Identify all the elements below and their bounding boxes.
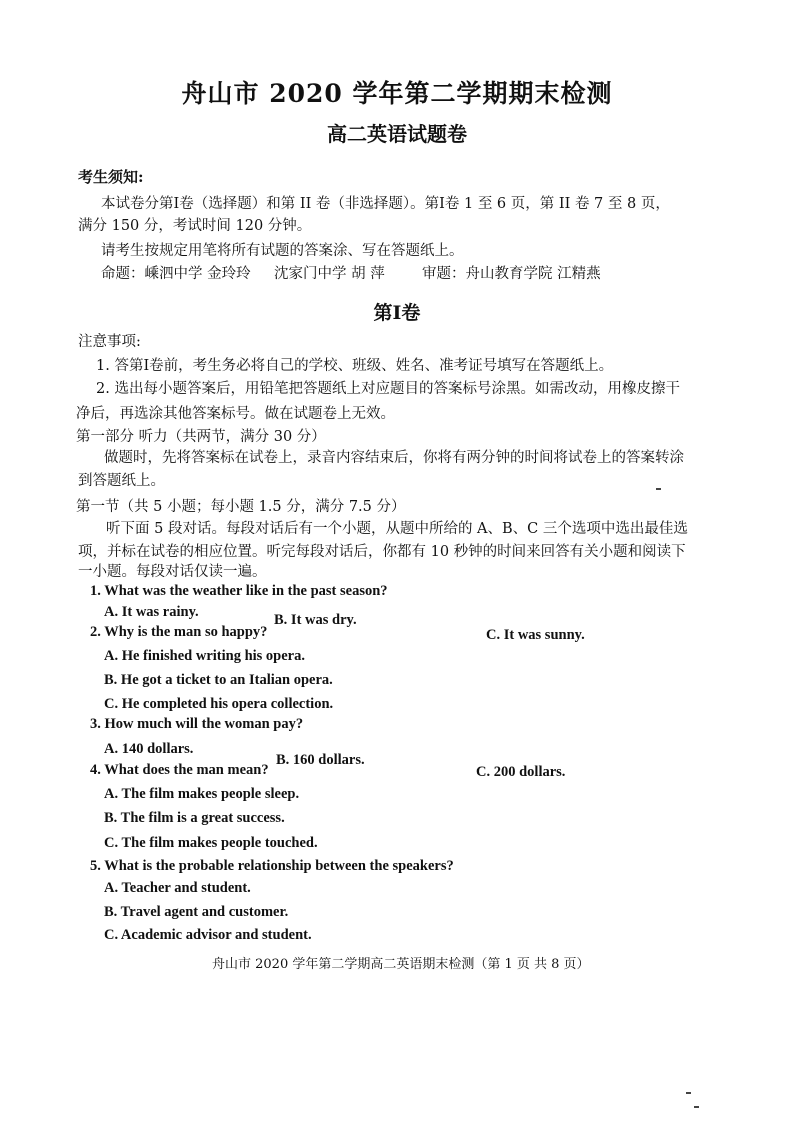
part1-instruction: 做题时，先将答案标在试卷上，录音内容结束后，你将有两分钟的时间将试卷上的答案转涂	[104, 450, 684, 466]
notice-reviewer: 审题：舟山教育学院 江精燕	[422, 266, 601, 282]
question-stem: 1. What was the weather like in the past season?	[90, 583, 388, 599]
attention-heading: 注意事项:	[78, 334, 141, 350]
section1-instruction: 一小题。每段对话仅读一遍。	[78, 564, 267, 580]
question-option: B. He got a ticket to an Italian opera.	[104, 672, 333, 688]
scan-speck	[656, 488, 661, 490]
question-option: A. He finished writing his opera.	[104, 648, 305, 664]
question-stem: 3. How much will the woman pay?	[90, 716, 304, 732]
volume-title: 第Ⅰ卷	[373, 302, 421, 324]
question-stem: 4. What does the man mean?	[90, 762, 269, 778]
question-option: C. The film makes people touched.	[104, 835, 318, 851]
page-footer: 舟山市 2020 学年第二学期高二英语期末检测（第 1 页 共 8 页）	[212, 957, 590, 972]
question-option: B. The film is a great success.	[104, 810, 285, 826]
scan-speck	[686, 1092, 691, 1094]
notice-authors: 命题：嵊泗中学 金玲玲	[101, 266, 251, 282]
notice-line: 满分 150 分，考试时间 120 分钟。	[78, 218, 312, 234]
notice-line: 本试卷分第Ⅰ卷（选择题）和第 II 卷（非选择题）。第Ⅰ卷 1 至 6 页，第 II 卷 7 至 8 页，	[101, 196, 670, 212]
question-option: B. Travel agent and customer.	[104, 904, 289, 920]
page-title: 舟山市 2020 学年第二学期期末检测	[181, 79, 613, 108]
question-option: B. It was dry.	[274, 612, 357, 628]
question-option: B. 160 dollars.	[276, 752, 365, 768]
question-option: C. Academic advisor and student.	[104, 927, 312, 943]
attention-item: 2. 选出每小题答案后，用铅笔把答题纸上对应题目的答案标号涂黑。如需改动，用橡皮擦干	[96, 381, 680, 397]
question-stem: 2. Why is the man so happy?	[90, 624, 268, 640]
question-stem: 5. What is the probable relationship between the speakers?	[90, 858, 454, 874]
question-option: A. It was rainy.	[104, 604, 199, 620]
page-subtitle: 高二英语试题卷	[327, 122, 467, 146]
section1-instruction: 项，并标在试卷的相应位置。听完每段对话后，你都有 10 秒钟的时间来回答有关小题和阅读下	[78, 544, 686, 560]
question-option: A. Teacher and student.	[104, 880, 251, 896]
part1-instruction: 到答题纸上。	[78, 473, 165, 489]
attention-item: 净后，再选涂其他答案标号。做在试题卷上无效。	[76, 406, 395, 422]
attention-item: 1. 答第Ⅰ卷前，考生务必将自己的学校、班级、姓名、准考证号填写在答题纸上。	[96, 358, 614, 374]
question-option: C. 200 dollars.	[476, 764, 566, 780]
notice-heading: 考生须知:	[78, 168, 144, 186]
part1-heading: 第一部分 听力（共两节，满分 30 分）	[76, 429, 326, 445]
notice-line: 请考生按规定用笔将所有试题的答案涂、写在答题纸上。	[101, 243, 464, 259]
notice-author-2: 沈家门中学 胡 萍	[274, 266, 385, 282]
question-option: A. 140 dollars.	[104, 741, 194, 757]
question-option: A. The film makes people sleep.	[104, 786, 300, 802]
question-option: C. It was sunny.	[486, 627, 585, 643]
section1-heading: 第一节（共 5 小题；每小题 1.5 分，满分 7.5 分）	[76, 499, 406, 515]
section1-instruction: 听下面 5 段对话。每段对话后有一个小题，从题中所给的 A、B、C 三个选项中选出最佳选	[106, 521, 688, 537]
question-option: C. He completed his opera collection.	[104, 696, 334, 712]
scan-speck	[694, 1106, 699, 1108]
